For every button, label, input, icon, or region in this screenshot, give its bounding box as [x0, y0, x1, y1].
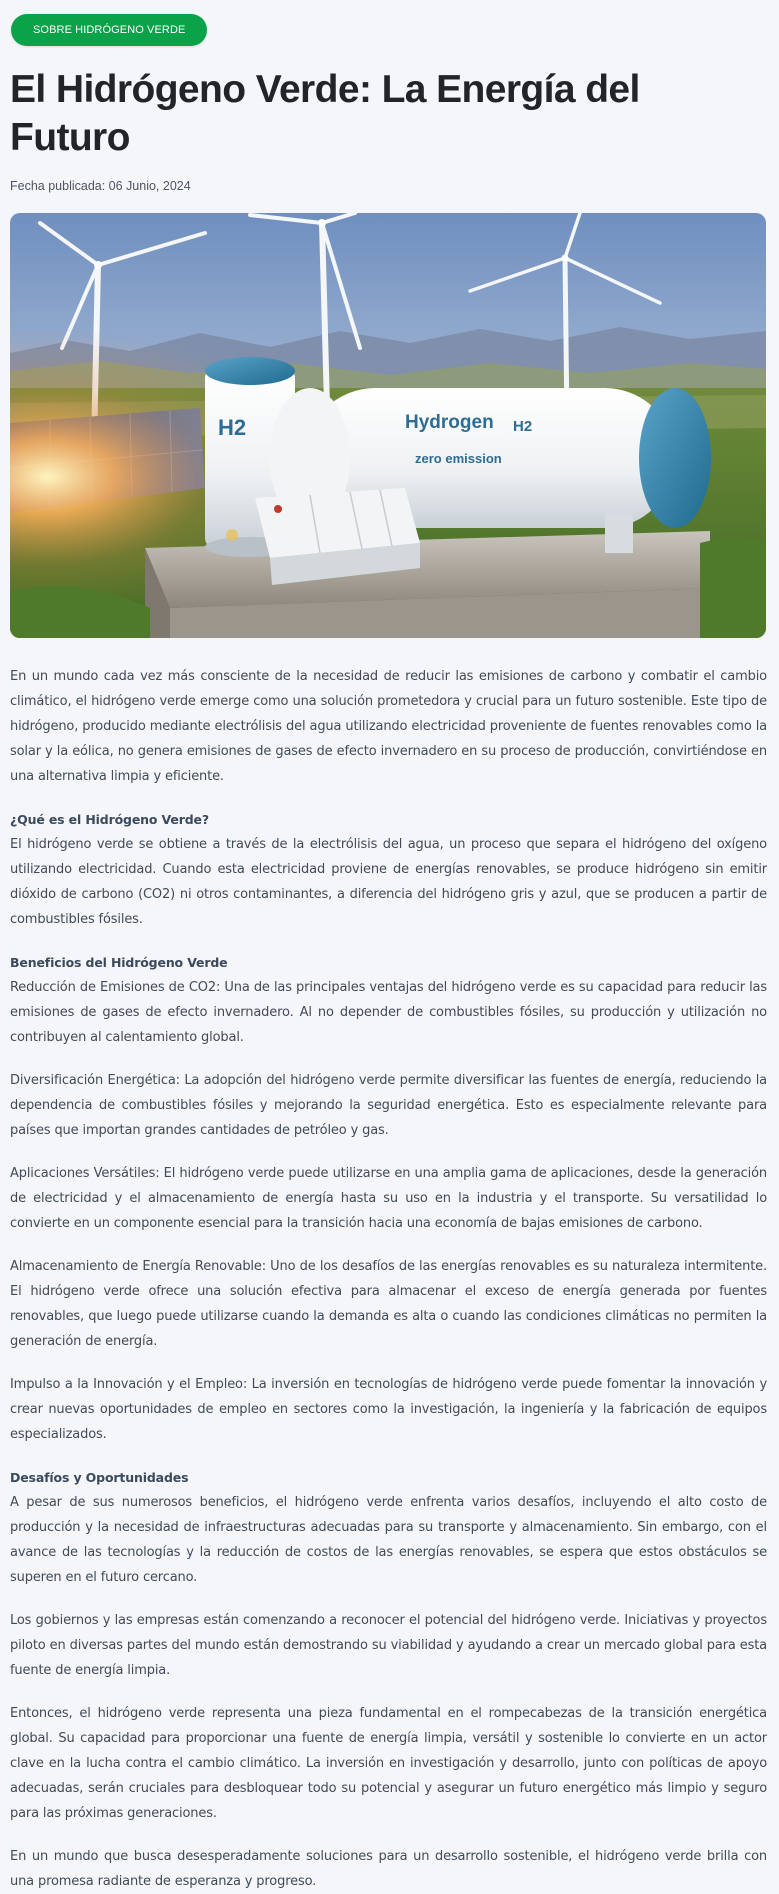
paragraph: A pesar de sus numerosos beneficios, el hidrógeno verde enfrenta varios desafíos, incluyendo el alto costo de producción y la necesidad de infraestructuras adecuadas para su transporte y almacenamiento. Sin embargo, con el avance de las tecnologías y la reducción de costos de las energías renovables, se espera que estos obstáculos se superen en el futuro cercano.: [10, 1495, 767, 1585]
hero-image: [10, 213, 766, 638]
conclusion-paragraph: En un mundo que busca desesperadamente soluciones para un desarrollo sostenible, el hidrógeno verde brilla con una promesa radiante de esperanza y progreso.: [10, 1849, 767, 1889]
small-tank-label: H2: [218, 415, 247, 440]
tank-label: Hydrogen: [405, 412, 494, 433]
intro-paragraph: En un mundo cada vez más consciente de la necesidad de reducir las emisiones de carbono y combatir el cambio climático, el hidrógeno verde emerge como una solución prometedora y crucial para un futuro sostenible. Este tipo de hidrógeno, producido mediante electrólisis del agua utilizando electricidad proveniente de fuentes renovables como la solar y la eólica, no genera emisiones de gases de efecto invernadero en su proceso de producción, convirtiéndose en una alternativa limpia y eficiente.: [10, 669, 767, 784]
paragraph: Entonces, el hidrógeno verde representa una pieza fundamental en el rompecabezas de la transición energética global. Su capacidad para proporcionar una fuente de energía limpia, versátil y sostenible lo convierte en un actor clave en la lucha contra el cambio climático. La inversión en investigación y desarrollo, junto con políticas de apoyo adecuadas, serán cruciales para desbloquear todo su potencial y asegurar un futuro energético más limpio y seguro para las próximas generaciones.: [10, 1706, 767, 1821]
section-heading-what-is: ¿Qué es el Hidrógeno Verde?: [10, 812, 209, 827]
tank-formula: H2: [513, 418, 533, 435]
paragraph: Aplicaciones Versátiles: El hidrógeno verde puede utilizarse en una amplia gama de aplicaciones, desde la generación de electricidad y el almacenamiento de energía hasta su uso en la industria y el transporte. Su versatilidad lo convierte en un componente esencial para la transición hacia una economía de bajas emisiones de carbono.: [10, 1166, 767, 1231]
paragraph: Diversificación Energética: La adopción del hidrógeno verde permite diversificar las fuentes de energía, reduciendo la dependencia de combustibles fósiles y mejorando la seguridad energética. Esto es especialmente relevante para países que importan grandes cantidades de petróleo y gas.: [10, 1073, 767, 1138]
section-heading-challenges: Desafíos y Oportunidades: [10, 1470, 189, 1485]
tank-subtext: zero emission: [415, 451, 502, 466]
paragraph: Impulso a la Innovación y el Empleo: La inversión en tecnologías de hidrógeno verde puede fomentar la innovación y crear nuevas oportunidades de empleo en sectores como la investigación, la ingeniería y la fabricación de equipos especializados.: [10, 1377, 767, 1442]
publish-date: Fecha publicada: 06 Junio, 2024: [10, 179, 191, 193]
paragraph: Los gobiernos y las empresas están comenzando a reconocer el potencial del hidrógeno verde. Iniciativas y proyectos piloto en diversas partes del mundo están demostrando su viabilidad y ayudando a crear un mercado global para esta fuente de energía limpia.: [10, 1613, 767, 1678]
paragraph: El hidrógeno verde se obtiene a través de la electrólisis del agua, un proceso que separa el hidrógeno del oxígeno utilizando electricidad. Cuando esta electricidad proviene de energías renovables, se produce hidrógeno sin emitir dióxido de carbono (CO2) ni otros contaminantes, a diferencia del hidrógeno gris y azul, que se producen a partir de combustibles fósiles.: [10, 837, 767, 927]
category-tag[interactable]: SOBRE HIDRÓGENO VERDE: [11, 14, 207, 46]
article-title: El Hidrógeno Verde: La Energía del Futuro: [10, 68, 640, 159]
section-heading-benefits: Beneficios del Hidrógeno Verde: [10, 955, 228, 970]
article-body: [10, 664, 767, 1894]
paragraph: Reducción de Emisiones de CO2: Una de las principales ventajas del hidrógeno verde es su capacidad para reducir las emisiones de gases de efecto invernadero. Al no depender de combustibles fósiles, su producción y utilización no contribuyen al calentamiento global.: [10, 980, 767, 1045]
paragraph: Almacenamiento de Energía Renovable: Uno de los desafíos de las energías renovables es su naturaleza intermitente. El hidrógeno verde ofrece una solución efectiva para almacenar el exceso de energía generada por fuentes renovables, que luego puede utilizarse cuando la demanda es alta o cuando las condiciones climáticas no permiten la generación de energía.: [10, 1259, 767, 1349]
